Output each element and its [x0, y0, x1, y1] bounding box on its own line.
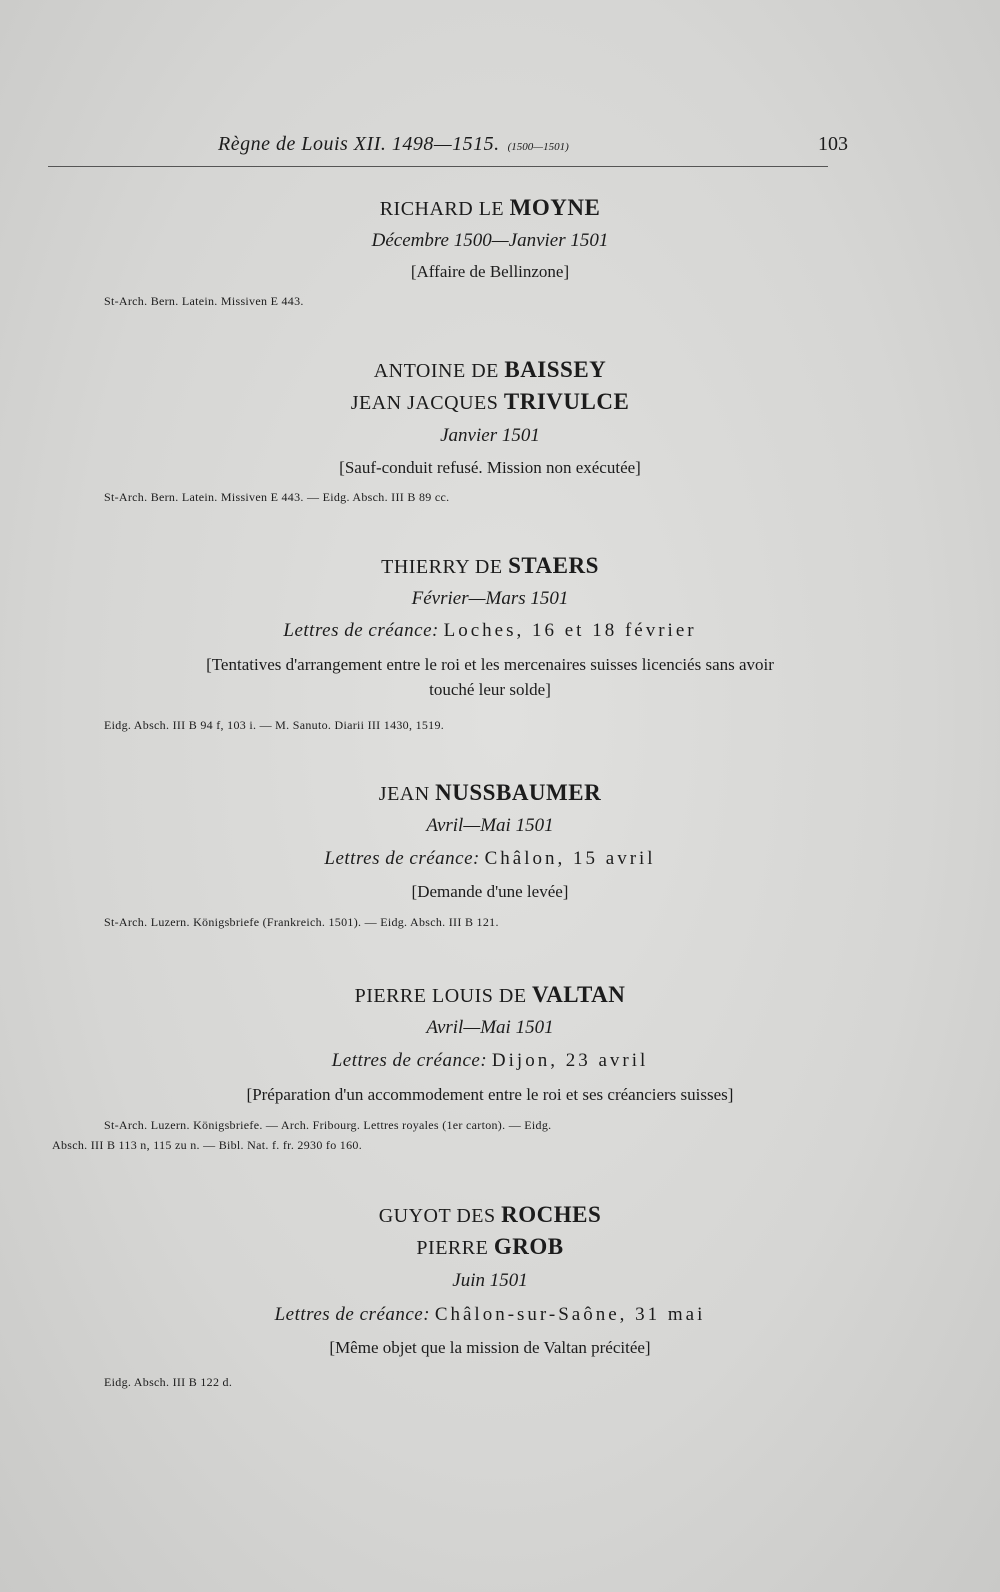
mission-note: [Tentatives d'arrangement entre le roi et les mercenaires suisses licenciés sans avoir [206, 655, 774, 674]
mission-date: Janvier 1501 [440, 425, 540, 446]
source-reference: Eidg. Absch. III B 122 d. [104, 1375, 233, 1389]
source-reference: St-Arch. Bern. Latein. Missiven E 443. — Eidg. Absch. III B 89 cc. [104, 490, 450, 504]
mission-date: Avril—Mai 1501 [426, 815, 554, 836]
mission-note: [Demande d'une levée] [411, 882, 569, 901]
running-header [48, 133, 848, 163]
mission-note: [Sauf-conduit refusé. Mission non exécutée] [339, 458, 641, 477]
envoy-name: GUYOT DES ROCHES [378, 1202, 602, 1227]
header-rule [48, 166, 828, 167]
mission-note-continued: touché leur solde] [429, 680, 551, 699]
mission-note: [Affaire de Bellinzone] [410, 262, 570, 281]
mission-note: [Même objet que la mission de Valtan précitée] [329, 1338, 651, 1357]
mission-date: Juin 1501 [452, 1270, 528, 1291]
envoy-name: ANTOINE DE BAISSEY [373, 357, 607, 382]
running-title: Règne de Louis XII. 1498—1515. (1500—1501) [218, 133, 569, 155]
source-reference: St-Arch. Luzern. Königsbriefe (Frankreich. 1501). — Eidg. Absch. III B 121. [104, 915, 499, 929]
mission-date: Avril—Mai 1501 [426, 1017, 554, 1038]
source-reference-continued: Absch. III B 113 n, 115 zu n. — Bibl. Nat. f. fr. 2930 fo 160. [52, 1138, 363, 1152]
envoy-name: JEAN NUSSBAUMER [378, 780, 602, 805]
page-number: 103 [818, 133, 848, 155]
letters-of-credence: Lettres de créance: Dijon, 23 avril [331, 1050, 649, 1071]
envoy-name: RICHARD LE MOYNE [379, 195, 601, 220]
mission-date: Février—Mars 1501 [411, 588, 569, 609]
envoy-name: PIERRE LOUIS DE VALTAN [354, 982, 626, 1007]
envoy-name: PIERRE GROB [416, 1234, 564, 1259]
source-reference: St-Arch. Luzern. Königsbriefe. — Arch. Fribourg. Lettres royales (1er carton). — Eidg. [104, 1118, 552, 1132]
source-reference: St-Arch. Bern. Latein. Missiven E 443. [104, 294, 304, 308]
source-reference: Eidg. Absch. III B 94 f, 103 i. — M. Sanuto. Diarii III 1430, 1519. [104, 718, 445, 732]
mission-note: [Préparation d'un accommodement entre le roi et ses créanciers suisses] [246, 1085, 734, 1104]
envoy-name: THIERRY DE STAERS [381, 553, 599, 578]
year-range: (1500—1501) [507, 141, 569, 153]
letters-of-credence: Lettres de créance: Châlon-sur-Saône, 31 mai [274, 1304, 706, 1325]
letters-of-credence: Lettres de créance: Loches, 16 et 18 février [283, 620, 697, 641]
envoy-name: JEAN JACQUES TRIVULCE [350, 389, 630, 414]
mission-date: Décembre 1500—Janvier 1501 [371, 230, 609, 251]
letters-of-credence: Lettres de créance: Châlon, 15 avril [324, 848, 656, 869]
